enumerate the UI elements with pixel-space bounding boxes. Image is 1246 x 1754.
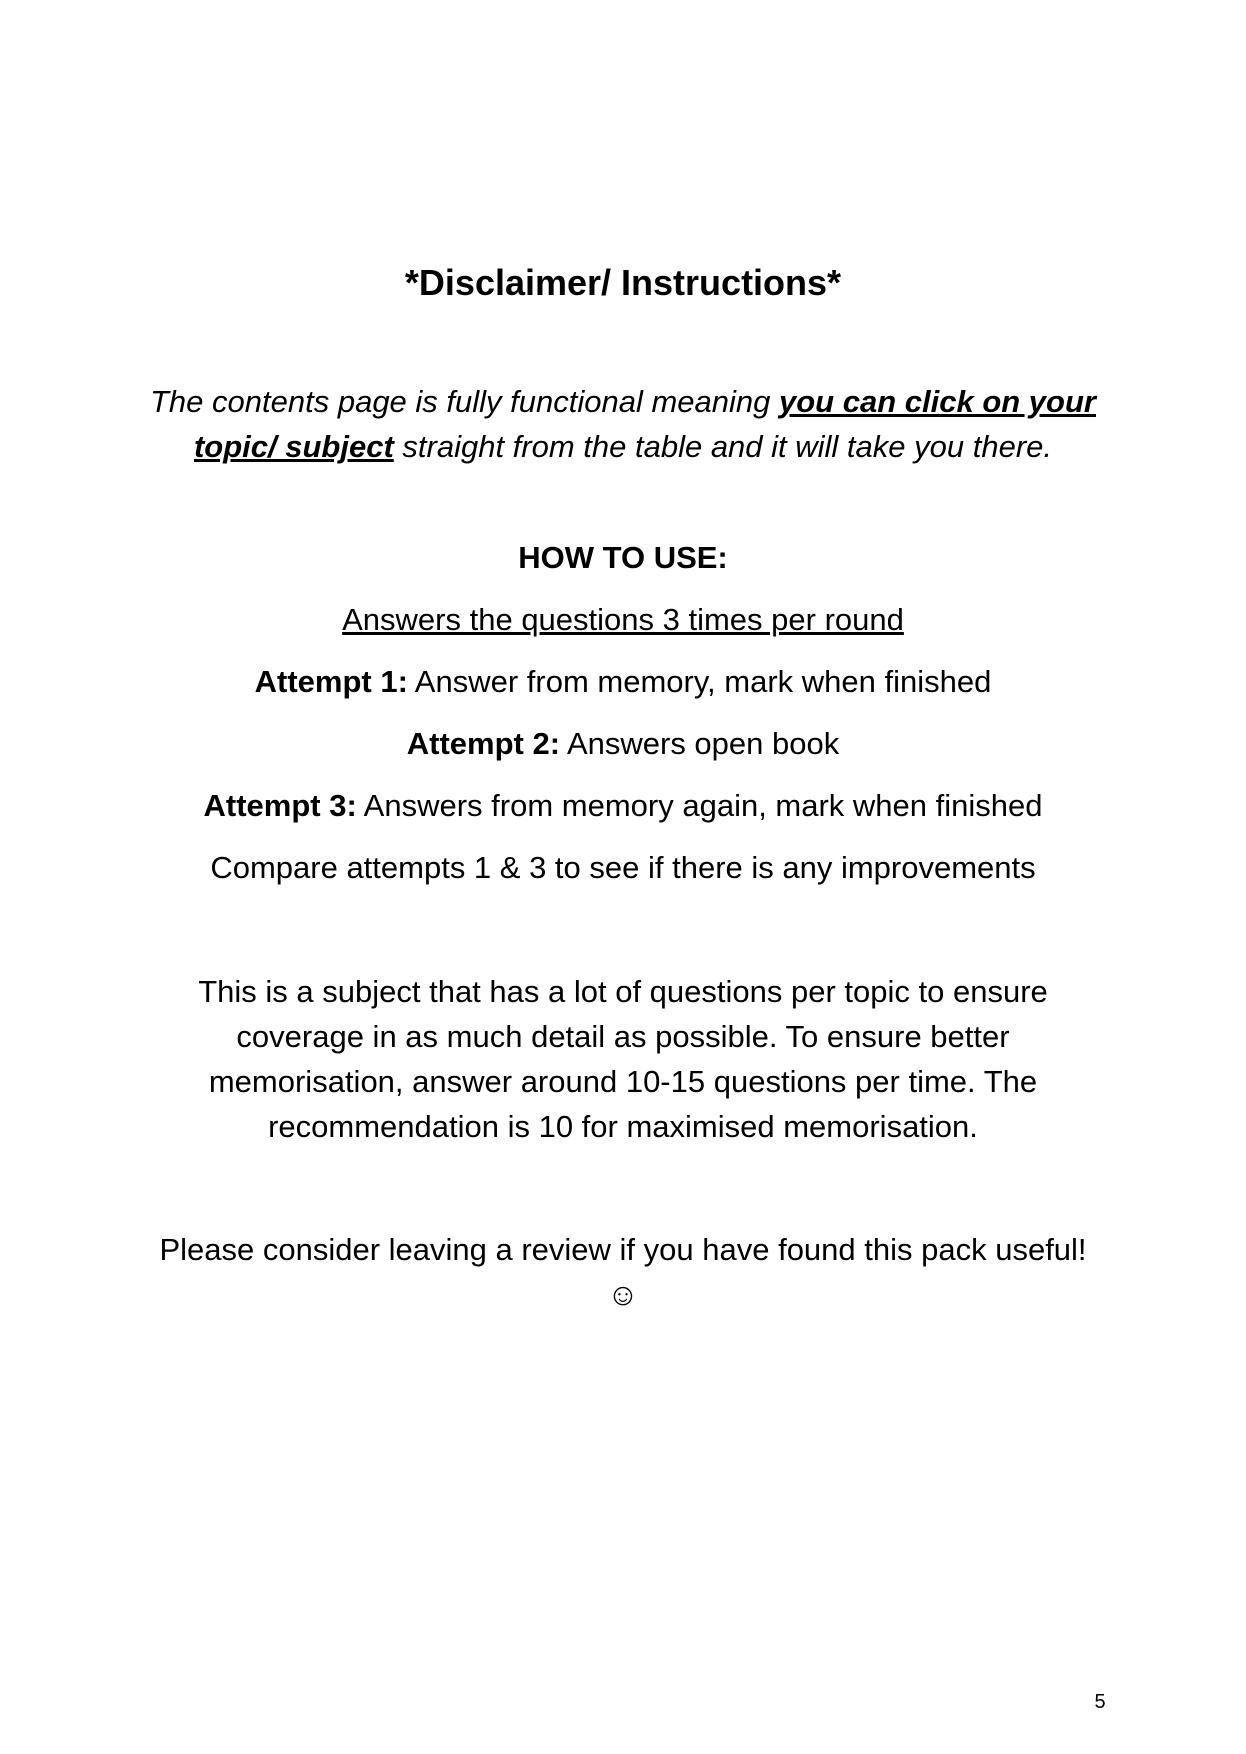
how-to-use-summary: Answers the questions 3 times per round — [342, 602, 904, 637]
attempt-3-line — [150, 783, 1096, 828]
contents-link-note: you can click on your topic/ subject — [193, 384, 1096, 464]
compare-attempts-line: Compare attempts 1 & 3 to see if there is any improvements — [210, 850, 1036, 885]
intro-text-start: The contents page is fully functional meaning — [150, 384, 779, 419]
attempt-1-line — [150, 659, 1096, 704]
attempt-3-label: Attempt 3: — [203, 788, 357, 823]
intro-text-end: straight from the table and it will take you there. — [393, 429, 1053, 464]
attempt-1-text: Answer from memory, mark when finished — [407, 664, 992, 699]
attempt-3-text: Answers from memory again, mark when finished — [356, 788, 1043, 823]
page-title: *Disclaimer/ Instructions* — [404, 262, 842, 303]
how-to-use-heading: HOW TO USE: — [518, 540, 728, 575]
attempt-2-line — [150, 721, 1096, 766]
attempt-2-label: Attempt 2: — [406, 726, 561, 761]
coverage-paragraph: This is a subject that has a lot of questions per topic to ensure coverage in as much detail as possible. To ensure better memorisation, answer around 10-15 questions per time. The recommendation is 10 for maximised memorisation. — [198, 974, 1048, 1144]
intro-paragraph — [150, 379, 1096, 469]
page-number: 5 — [1094, 1691, 1106, 1713]
review-paragraph: Please consider leaving a review if you have found this pack useful! ☺ — [159, 1232, 1087, 1312]
attempt-1-label: Attempt 1: — [254, 664, 408, 699]
attempt-2-text: Answers open book — [560, 726, 840, 761]
